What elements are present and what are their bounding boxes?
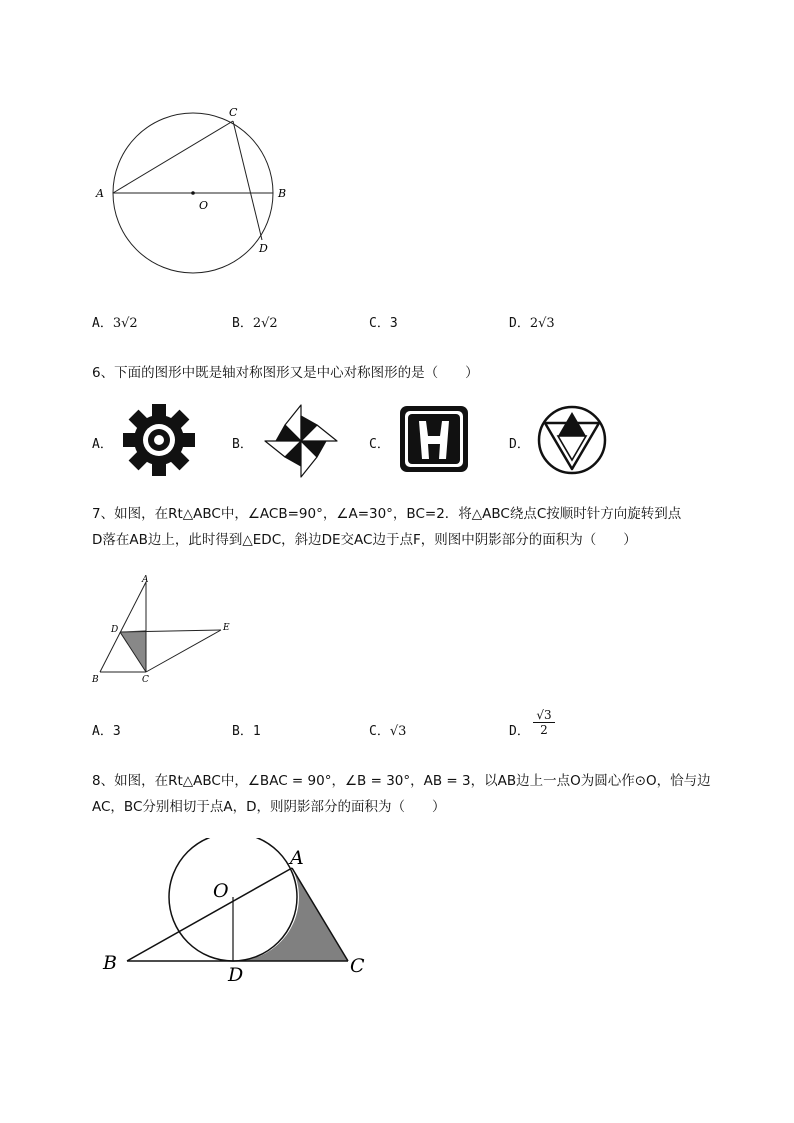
q8-stem-line2: AC，BC分别相切于点A，D，则阴影部分的面积为（ ） — [92, 799, 446, 815]
option-prefix: D． — [509, 316, 530, 331]
option-value: 2√3 — [529, 316, 555, 331]
option-value: 1 — [252, 724, 261, 739]
q6-label-d[interactable]: D． — [509, 437, 530, 452]
q7-stem-line1: 7、如图，在Rt△ABC中，∠ACB=90°，∠A=30°，BC=2．将△ABC绕点C按顺时针方向旋转到点 — [92, 506, 682, 522]
q6-label-c[interactable]: C． — [369, 437, 390, 452]
option-prefix: A． — [92, 724, 113, 739]
label-c: C — [142, 675, 149, 685]
option-value: 3 — [112, 724, 121, 739]
q5-option-c[interactable] — [369, 312, 398, 331]
q8-stem-line1: 8、如图，在Rt△ABC中，∠BAC = 90°，∠B = 30°，AB = 3，以AB边上一点O为圆心作⊙O，恰与边 — [92, 773, 711, 789]
center-dot — [191, 191, 195, 195]
label-a: A — [142, 575, 149, 585]
triangle-circle-icon — [536, 404, 608, 476]
label-b: B — [103, 952, 117, 974]
q5-option-a[interactable] — [92, 312, 138, 331]
q6-label-a[interactable]: A． — [92, 437, 113, 452]
option-value: 3 — [389, 316, 398, 331]
side-ba — [127, 868, 292, 961]
chord-cd — [233, 121, 262, 240]
option-value: 2√2 — [252, 316, 278, 331]
gear-icon — [122, 403, 196, 477]
q5-option-d[interactable] — [509, 312, 555, 331]
label-d: D — [228, 964, 244, 986]
option-prefix: C． — [369, 724, 390, 739]
option-prefix: A． — [92, 316, 113, 331]
shaded-region — [233, 868, 348, 961]
q5-option-b[interactable] — [232, 312, 278, 331]
fraction-denominator: 2 — [540, 723, 548, 737]
label-a: A — [96, 187, 104, 200]
label-d: D — [259, 242, 268, 255]
q5-circle-figure — [90, 100, 300, 280]
pinwheel-icon — [262, 402, 340, 480]
label-a: A — [290, 847, 304, 869]
option-prefix: D． — [509, 724, 530, 739]
option-prefix: B． — [232, 724, 253, 739]
q8-tangent-circle-figure — [98, 838, 378, 988]
chord-ac — [113, 121, 233, 193]
option-value: √3 — [389, 724, 407, 739]
label-d: D — [111, 625, 119, 635]
side-ec — [146, 630, 221, 672]
q6-label-b[interactable]: B． — [232, 437, 253, 452]
q7-stem-line2: D落在AB边上，此时得到△EDC，斜边DE交AC边于点F，则图中阴影部分的面积为（ ） — [92, 532, 637, 548]
q7-option-d[interactable] — [509, 720, 530, 739]
option-prefix: B． — [232, 316, 253, 331]
option-value: 3√2 — [112, 316, 138, 331]
q7-option-b[interactable] — [232, 720, 261, 739]
label-b: B — [278, 187, 287, 200]
label-o: O — [199, 199, 209, 212]
q6-stem: 6、下面的图形中既是轴对称图形又是中心对称图形的是（ ） — [92, 365, 479, 381]
option-prefix: C． — [369, 316, 390, 331]
q7-option-d-fraction — [533, 708, 555, 737]
q7-triangle-figure — [88, 570, 238, 688]
label-e: E — [223, 623, 230, 633]
q7-option-a[interactable] — [92, 720, 121, 739]
label-c: C — [229, 106, 238, 119]
fraction-numerator: √3 — [533, 708, 555, 723]
label-b: B — [92, 675, 99, 685]
honda-logo-icon — [399, 405, 469, 473]
q7-option-c[interactable] — [369, 720, 406, 739]
label-o: O — [213, 880, 229, 902]
label-c: C — [350, 955, 365, 977]
